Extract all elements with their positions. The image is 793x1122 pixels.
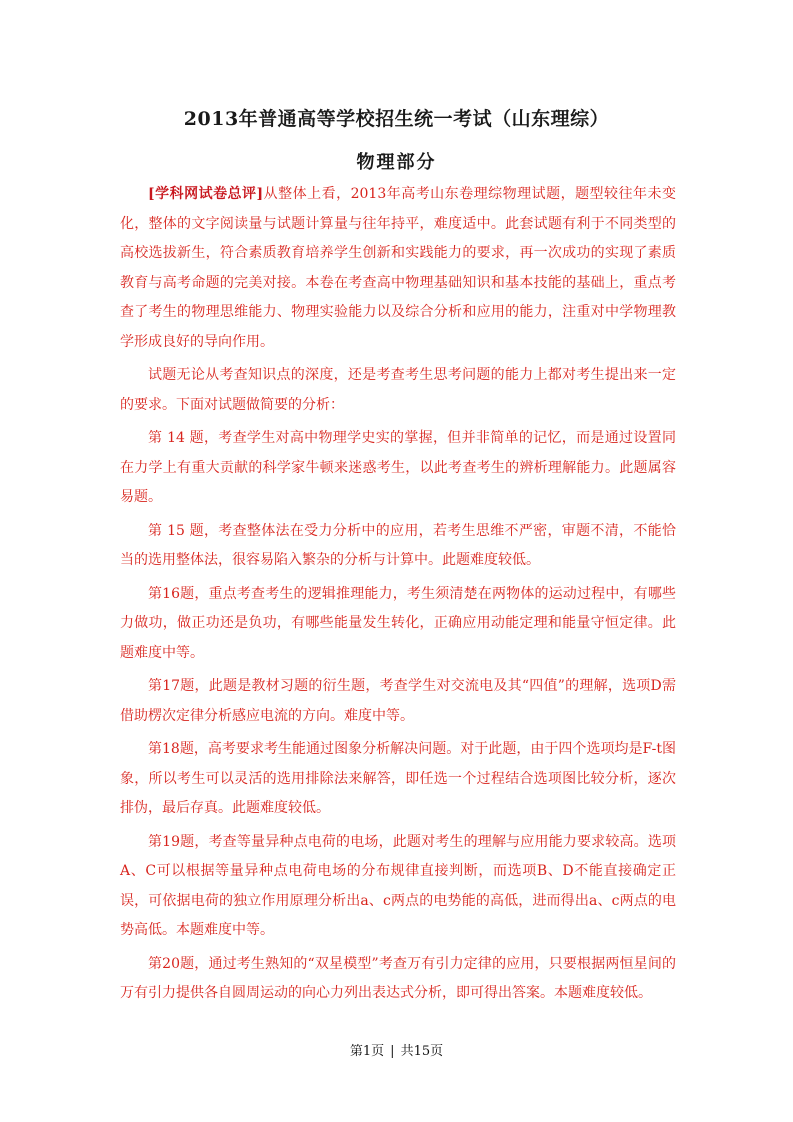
paragraph-q18: 第18题，高考要求考生能通过图象分析解决问题。对于此题，由于四个选项均是F-t图象，所以考生可以灵活的选用排除法来解答，即任选一个过程结合选项图比较分析，逐次排伪，最后存真。此题难度较低。 — [120, 741, 676, 816]
page-footer — [0, 1040, 793, 1059]
paragraph-q15: 第 15 题，考查整体法在受力分析中的应用，若考生思维不严密，审题不清，不能恰当的选用整体法，很容易陷入繁杂的分析与计算中。此题难度较低。 — [120, 522, 676, 568]
footer-separator: | — [390, 1044, 395, 1059]
paragraph-overview — [120, 180, 676, 357]
paragraph-q19: 第19题，考查等量异种点电荷的电场，此题对考生的理解与应用能力要求较高。选项A、C可以根据等量异种点电荷电场的分布规律直接判断，而选项B、D不能直接确定正误，可依据电荷的独立作用原理分析出a、c两点的电势能的高低，进而得出a、c两点的电势高低。本题难度中等。 — [120, 833, 676, 938]
page-total: 共15页 — [400, 1044, 444, 1059]
document-title: 2013年普通高等学校招生统一考试（山东理综） — [183, 108, 610, 130]
paragraph-q16: 第16题，重点考查考生的逻辑推理能力，考生须清楚在两物体的运动过程中，有哪些力做功，做正功还是负功，有哪些能量发生转化，正确应用动能定理和能量守恒定律。此题难度中等。 — [120, 585, 676, 661]
paragraph-q17: 第17题，此题是教材习题的衍生题，考查学生对交流电及其“四值”的理解，选项D需借助楞次定律分析感应电流的方向。难度中等。 — [120, 678, 676, 724]
document-subtitle: 物理部分 — [356, 152, 437, 173]
paragraph-q14: 第 14 题，考查学生对高中物理学史实的掌握，但并非简单的记忆，而是通过设置同在力学上有重大贡献的科学家牛顿来迷惑考生，以此考查考生的辨析理解能力。此题属容易题。 — [120, 430, 676, 505]
paragraph-intro: 试题无论从考查知识点的深度，还是考查考生思考问题的能力上都对考生提出来一定的要求。下面对试题做简要的分析： — [120, 367, 676, 413]
paragraph-q20: 第20题，通过考生熟知的“双星模型”考查万有引力定律的应用，只要根据两恒星间的万有引力提供各自圆周运动的向心力列出表达式分析，即可得出答案。本题难度较低。 — [120, 955, 676, 1001]
paragraph-text: 从整体上看，2013年高考山东卷理综物理试题，题型较往年未变化，整体的文字阅读量与试题计算量与往年持平，难度适中。此套试题有利于不同类型的高校选拔新生，符合素质教育培养学生创新和实践能力的要求，再一次成功的实现了素质教育与高考命题的完美对接。本卷在考查高中物理基础知识和基本技能的基础上，重点考查了考生的物理思维能力、物理实验能力以及综合分析和应用的能力，注重对中学物理教学形成良好的导向作用。 — [120, 186, 676, 350]
document-body — [120, 180, 676, 1013]
lead-label: [学科网试卷总评] — [148, 186, 264, 202]
page-number: 第1页 — [349, 1044, 385, 1059]
